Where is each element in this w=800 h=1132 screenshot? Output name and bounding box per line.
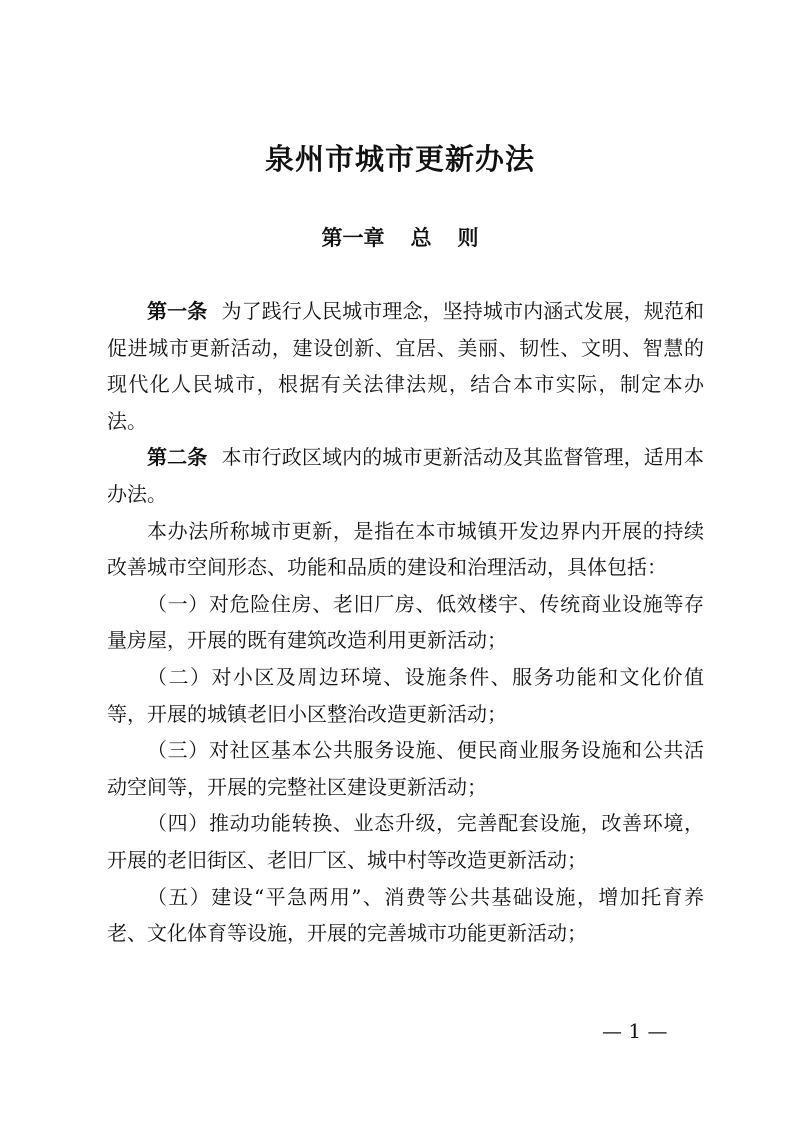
list-item-paragraph: （四）推动功能转换、业态升级，完善配套设施，改善环境，开展的老旧街区、老旧厂区、城中村等改造更新活动；: [107, 811, 704, 872]
paragraph-text: 本市行政区域内的城市更新活动及其监督管理，适用本办法。: [107, 445, 705, 506]
list-item-paragraph: （三）对社区基本公共服务设施、便民商业服务设施和公共活动空间等，开展的完整社区建设更新活动；: [107, 738, 704, 799]
page-number: — 1 —: [602, 1019, 668, 1043]
document-body: [107, 293, 704, 952]
chapter-word-2: 则: [457, 225, 479, 250]
body-paragraph: 本办法所称城市更新，是指在本市城镇开发边界内开展的持续改善城市空间形态、功能和品质的建设和治理活动，具体包括：: [107, 518, 704, 580]
article-label: 第一条: [147, 299, 208, 323]
chapter-number: 第一章: [321, 225, 385, 250]
list-item-paragraph: （一）对危险住房、老旧厂房、低效楼宇、传统商业设施等存量房屋，开展的既有建筑改造利用更新活动；: [107, 591, 704, 653]
article-paragraph: [107, 293, 704, 439]
list-item-paragraph: （五）建设“平急两用”、消费等公共基础设施，增加托育养老、文化体育等设施，开展的完善城市功能更新活动；: [107, 884, 704, 946]
article-label: 第二条: [147, 445, 208, 470]
chapter-word-1: 总: [410, 225, 432, 250]
list-item-paragraph: （二）对小区及周边环境、设施条件、服务功能和文化价值等，开展的城镇老旧小区整治改造更新活动；: [107, 664, 704, 726]
article-paragraph: [107, 439, 704, 512]
document-title: 泉州市城市更新办法: [264, 142, 535, 176]
paragraph-text: 为了践行人民城市理念，坚持城市内涵式发展，规范和促进城市更新活动，建设创新、宜居、美丽、韧性、文明、智慧的现代化人民城市，根据有关法律法规，结合本市实际，制定本办法。: [107, 299, 705, 433]
chapter-heading: [0, 220, 800, 256]
